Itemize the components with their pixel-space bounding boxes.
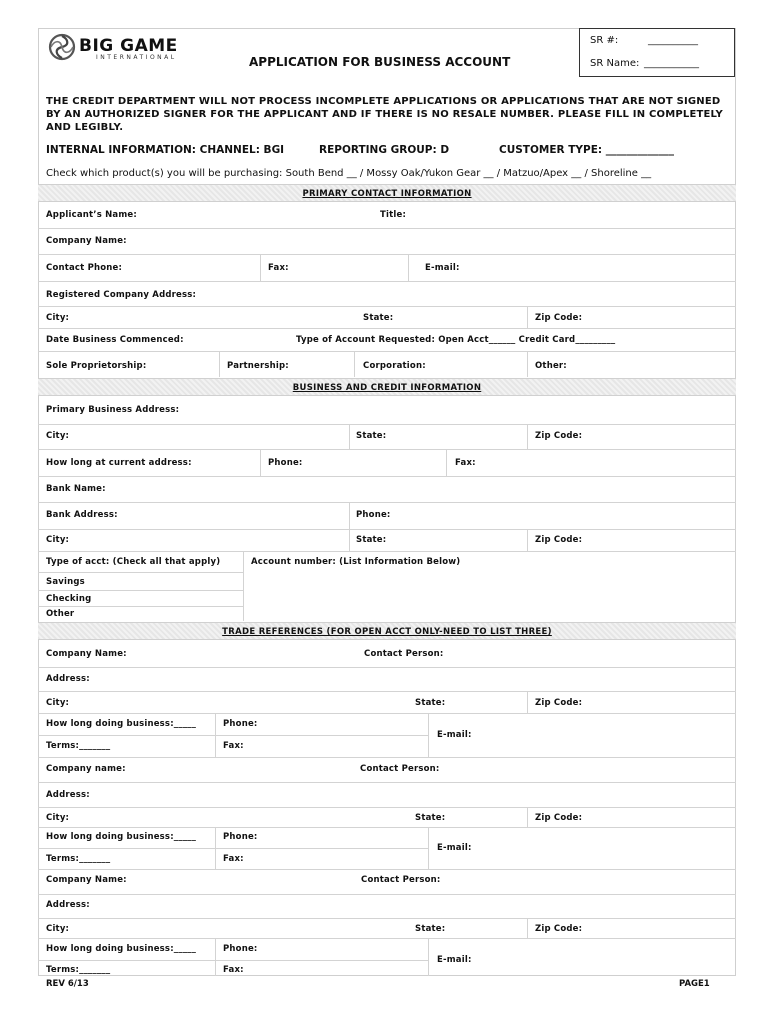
sole-proprietorship-field[interactable]: Sole Proprietorship: (46, 361, 147, 371)
ref3-zip-field[interactable]: Zip Code: (535, 924, 583, 934)
ref2-zip-field[interactable]: Zip Code: (535, 813, 583, 823)
section-trade-title: TRADE REFERENCES (FOR OPEN ACCT ONLY-NEED TO LIST THREE) (222, 627, 552, 637)
row-divider (38, 667, 736, 668)
row-divider (38, 551, 736, 552)
revision-label: REV 6/13 (46, 979, 89, 989)
channel-label: INTERNAL INFORMATION: CHANNEL: BGI (46, 144, 285, 156)
acct-type-label: Type of acct: (Check all that apply) (46, 557, 221, 567)
page-title: APPLICATION FOR BUSINESS ACCOUNT (249, 55, 511, 69)
ref2-address-field[interactable]: Address: (46, 790, 90, 800)
business-city-field[interactable]: City: (46, 431, 70, 441)
cell-divider (349, 424, 350, 449)
ref3-how-long-field[interactable]: How long doing business:_____ (46, 944, 197, 954)
ref2-company-field[interactable]: Company name: (46, 764, 126, 774)
bank-state-field[interactable]: State: (356, 535, 387, 545)
date-commenced-field[interactable]: Date Business Commenced: (46, 335, 184, 345)
email-field[interactable]: E-mail: (425, 263, 460, 273)
ref1-city-field[interactable]: City: (46, 698, 70, 708)
city-field[interactable]: City: (46, 313, 70, 323)
registered-address-field[interactable]: Registered Company Address: (46, 290, 197, 300)
cell-divider (428, 827, 429, 869)
row-divider (38, 848, 428, 849)
row-divider (38, 691, 736, 692)
company-logo (48, 33, 76, 65)
row-divider (38, 281, 736, 282)
cell-divider (527, 351, 528, 377)
row-divider (38, 894, 736, 895)
sr-name-label: SR Name: (590, 58, 640, 69)
row-divider (38, 606, 243, 607)
ref1-contact-field[interactable]: Contact Person: (364, 649, 444, 659)
business-zip-field[interactable]: Zip Code: (535, 431, 583, 441)
bank-address-field[interactable]: Bank Address: (46, 510, 118, 520)
cell-divider (243, 551, 244, 621)
other-field[interactable]: Other: (535, 361, 567, 371)
logo-swirl-icon (48, 33, 76, 61)
row-divider (38, 827, 736, 828)
cell-divider (527, 529, 528, 551)
row-divider (38, 590, 243, 591)
sr-name-field[interactable]: ___________ (644, 58, 699, 69)
cell-divider (527, 918, 528, 938)
cell-divider (349, 529, 350, 551)
row-divider (38, 502, 736, 503)
ref3-company-field[interactable]: Company Name: (46, 875, 127, 885)
acct-number-label: Account number: (List Information Below) (251, 557, 461, 567)
cell-divider (354, 351, 355, 377)
section-primary-contact (38, 184, 736, 202)
state-field[interactable]: State: (363, 313, 394, 323)
ref2-contact-field[interactable]: Contact Person: (360, 764, 440, 774)
row-divider (38, 306, 736, 307)
page-number: PAGE1 (679, 979, 710, 989)
fax-field[interactable]: Fax: (268, 263, 289, 273)
bank-phone-field[interactable]: Phone: (356, 510, 391, 520)
how-long-address-field[interactable]: How long at current address: (46, 458, 192, 468)
ref3-email-field[interactable]: E-mail: (437, 955, 472, 965)
cell-divider (260, 254, 261, 281)
row-divider (38, 449, 736, 450)
ref3-state-field[interactable]: State: (415, 924, 446, 934)
ref1-address-field[interactable]: Address: (46, 674, 90, 684)
row-divider (38, 757, 736, 758)
section-trade-references (38, 622, 736, 640)
ref1-zip-field[interactable]: Zip Code: (535, 698, 583, 708)
ref1-state-field[interactable]: State: (415, 698, 446, 708)
row-divider (38, 476, 736, 477)
ref3-address-field[interactable]: Address: (46, 900, 90, 910)
row-divider (38, 869, 736, 870)
row-divider (38, 328, 736, 329)
notice-text: THE CREDIT DEPARTMENT WILL NOT PROCESS INCOMPLETE APPLICATIONS OR APPLICATIONS THAT ARE NOT SIGNED BY AN AUTHORIZED SIGNER FOR THE APPLICANT AND IF THERE IS NO RESALE NUMBER. PLEASE FILL IN COMPLETELY AND LEGIBLY. (46, 96, 723, 133)
row-divider (38, 960, 428, 961)
row-divider (38, 572, 243, 573)
row-divider (38, 918, 736, 919)
section-primary-title: PRIMARY CONTACT INFORMATION (302, 189, 472, 199)
row-divider (38, 228, 736, 229)
bank-zip-field[interactable]: Zip Code: (535, 535, 583, 545)
cell-divider (219, 351, 220, 377)
row-divider (38, 938, 736, 939)
logo-subtitle: INTERNATIONAL (96, 54, 177, 61)
cell-divider (215, 938, 216, 976)
cell-divider (349, 502, 350, 529)
cell-divider (527, 306, 528, 328)
ref2-terms-field[interactable]: Terms:_______ (46, 854, 111, 864)
checking-option[interactable]: Checking (46, 594, 92, 604)
applicant-name-field[interactable]: Applicant’s Name: (46, 210, 137, 220)
row-divider (38, 424, 736, 425)
ref2-how-long-field[interactable]: How long doing business:_____ (46, 832, 197, 842)
reporting-group-label: REPORTING GROUP: D (319, 144, 450, 156)
title-field[interactable]: Title: (380, 210, 407, 220)
cell-divider (527, 691, 528, 713)
ref3-phone-field[interactable]: Phone: (223, 944, 258, 954)
ref3-city-field[interactable]: City: (46, 924, 70, 934)
ref2-fax-field[interactable]: Fax: (223, 854, 244, 864)
sr-number-label: SR #: (590, 35, 619, 46)
bank-city-field[interactable]: City: (46, 535, 70, 545)
cell-divider (260, 449, 261, 476)
ref1-how-long-field[interactable]: How long doing business:_____ (46, 719, 197, 729)
account-type-requested-field[interactable]: Type of Account Requested: Open Acct______ Credit Card_________ (296, 335, 616, 345)
row-divider (38, 254, 736, 255)
contact-phone-field[interactable]: Contact Phone: (46, 263, 123, 273)
ref3-contact-field[interactable]: Contact Person: (361, 875, 441, 885)
business-phone-field[interactable]: Phone: (268, 458, 303, 468)
row-divider (38, 735, 428, 736)
ref1-fax-field[interactable]: Fax: (223, 741, 244, 751)
cell-divider (446, 449, 447, 476)
company-name-field[interactable]: Company Name: (46, 236, 127, 246)
products-checklist[interactable]: Check which product(s) you will be purchasing: South Bend __ / Mossy Oak/Yukon Gear __ / Matzuo/Apex __ / Shoreline __ (46, 168, 652, 179)
cell-divider (527, 807, 528, 827)
cell-divider (527, 424, 528, 449)
bank-name-field[interactable]: Bank Name: (46, 484, 106, 494)
cell-divider (408, 254, 409, 281)
customer-type-field[interactable]: CUSTOMER TYPE: _____________ (499, 144, 674, 156)
ref2-phone-field[interactable]: Phone: (223, 832, 258, 842)
row-divider (38, 713, 736, 714)
row-divider (38, 529, 736, 530)
ref2-city-field[interactable]: City: (46, 813, 70, 823)
ref1-email-field[interactable]: E-mail: (437, 730, 472, 740)
ref1-company-field[interactable]: Company Name: (46, 649, 127, 659)
section-business-title: BUSINESS AND CREDIT INFORMATION (292, 383, 482, 393)
ref1-terms-field[interactable]: Terms:_______ (46, 741, 111, 751)
business-fax-field[interactable]: Fax: (455, 458, 476, 468)
zip-field[interactable]: Zip Code: (535, 313, 583, 323)
sr-number-field[interactable]: __________ (648, 35, 698, 46)
ref1-phone-field[interactable]: Phone: (223, 719, 258, 729)
ref2-state-field[interactable]: State: (415, 813, 446, 823)
cell-divider (428, 713, 429, 757)
logo-wordmark: BIG GAME (79, 36, 178, 56)
business-state-field[interactable]: State: (356, 431, 387, 441)
section-business-credit (38, 378, 736, 396)
cell-divider (428, 938, 429, 976)
row-divider (38, 807, 736, 808)
row-divider (38, 782, 736, 783)
primary-business-address-field[interactable]: Primary Business Address: (46, 405, 180, 415)
other-account-option[interactable]: Other (46, 609, 75, 619)
ref2-email-field[interactable]: E-mail: (437, 843, 472, 853)
partnership-field[interactable]: Partnership: (227, 361, 289, 371)
corporation-field[interactable]: Corporation: (363, 361, 426, 371)
savings-option[interactable]: Savings (46, 577, 85, 587)
row-divider (38, 351, 736, 352)
sr-box (579, 28, 735, 77)
ref3-terms-field[interactable]: Terms:_______ (46, 965, 111, 975)
ref3-fax-field[interactable]: Fax: (223, 965, 244, 975)
